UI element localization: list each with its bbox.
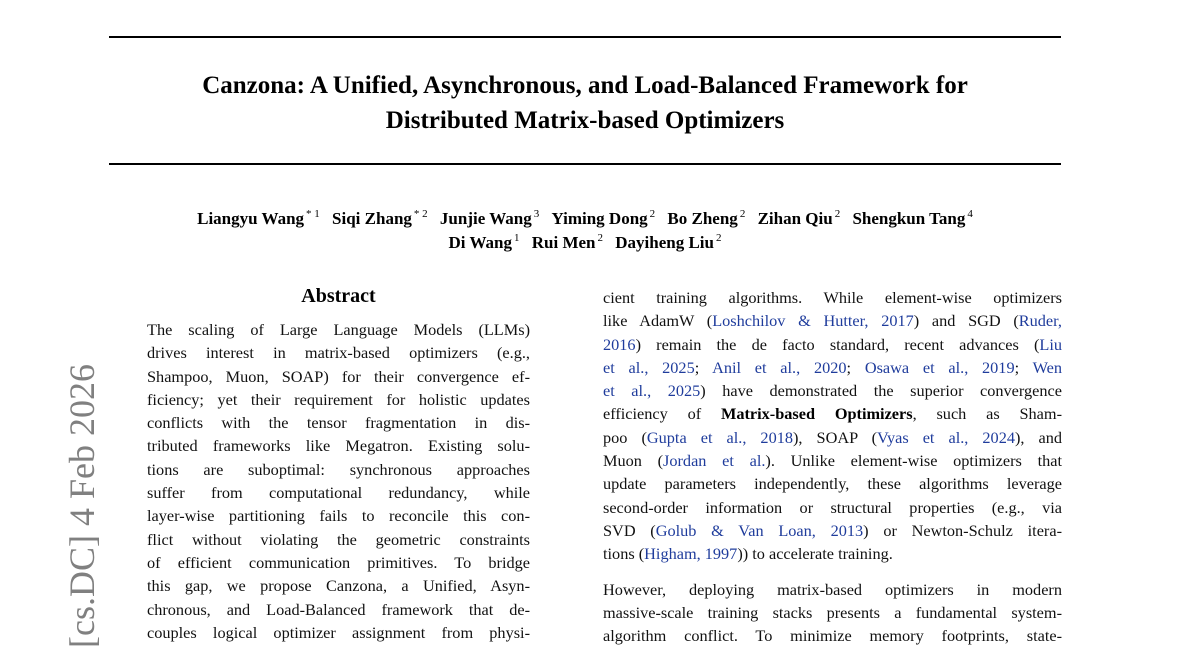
citation-link[interactable]: Jordan et al. — [663, 451, 766, 471]
abstract-line: flict without violating the geometric constraints — [147, 529, 530, 549]
abstract-text — [147, 318, 530, 644]
body-paragraph-2 — [603, 578, 1062, 648]
body-line: Muon (Jordan et al.). Unlike element-wise optimizers that — [603, 451, 1062, 471]
body-paragraph-1 — [603, 286, 1062, 566]
abstract-line: tions are suboptimal: synchronous approaches — [147, 459, 530, 479]
citation-link[interactable]: Wen — [1032, 357, 1063, 377]
abstract-line: chronous, and Load-Balanced framework that de- — [147, 599, 530, 619]
author: Bo Zheng $^2$ — [667, 208, 746, 228]
introduction-text — [603, 286, 1062, 647]
author: Junjie Wang $^3$ — [439, 208, 540, 228]
author-affiliation: 3 — [533, 208, 540, 220]
citation-link[interactable]: Gupta et al., 2018 — [646, 427, 793, 447]
citation-link[interactable]: 2016 — [603, 334, 636, 354]
author: Yiming Dong $^2$ — [551, 208, 656, 228]
author-affiliation: 2 — [649, 208, 656, 220]
body-line: et al., 2025) have demonstrated the superior convergence — [603, 381, 1062, 401]
author: Rui Men $^2$ — [531, 232, 603, 252]
body-line: update parameters independently, these algorithms leverage — [603, 474, 1062, 494]
title-rule-top — [109, 36, 1061, 38]
author: Zihan Qiu $^2$ — [757, 208, 841, 228]
author-line-2 — [109, 231, 1061, 255]
abstract-line: layer-wise partitioning fails to reconcile this con- — [147, 506, 530, 526]
citation-link[interactable]: Osawa et al., 2019 — [864, 357, 1015, 377]
citation-link[interactable]: Higham, 1997 — [644, 544, 738, 564]
author: Dayiheng Liu $^2$ — [615, 232, 722, 252]
citation-link[interactable]: et al., 2025 — [603, 357, 695, 377]
citation-link[interactable]: Liu — [1039, 334, 1062, 354]
abstract-line: The scaling of Large Language Models (LLMs) — [147, 320, 530, 339]
abstract-line: conflicts with the tensor fragmentation in dis- — [147, 413, 530, 433]
citation-link[interactable]: Loshchilov & Hutter, 2017 — [712, 311, 914, 331]
author-line-1 — [109, 207, 1061, 231]
author-affiliation: 1 — [513, 232, 520, 244]
arxiv-identifier: [cs.DC] 4 Feb 2026 — [62, 364, 102, 648]
author-affiliation: * 1 — [306, 208, 320, 220]
citation-link[interactable]: et al., 2025 — [603, 381, 701, 401]
abstract-line: ficiency; yet their requirement for holistic updates — [147, 389, 530, 409]
body-line: massive-scale training stacks presents a fundamental system- — [603, 602, 1062, 622]
body-line: SVD (Golub & Van Loan, 2013) or Newton-Schulz itera- — [603, 520, 1062, 540]
body-line: like AdamW (Loshchilov & Hutter, 2017) and SGD (Ruder, — [603, 311, 1062, 331]
body-line: second-order information or structural properties (e.g., via — [603, 497, 1062, 517]
abstract-line: this gap, we propose Canzona, a Unified, Asyn- — [147, 576, 530, 596]
abstract-line: couples logical optimizer assignment from physi- — [147, 622, 530, 642]
citation-link[interactable]: Anil et al., 2020 — [712, 357, 847, 377]
body-line: cient training algorithms. While element-wise optimizers — [603, 288, 1062, 307]
author: Siqi Zhang $^{* 2}$ — [332, 208, 428, 228]
body-line: 2016) remain the de facto standard, recent advances (Liu — [603, 334, 1062, 354]
abstract-line: Shampoo, Muon, SOAP) for their convergence ef- — [147, 366, 530, 386]
author-affiliation: 4 — [967, 208, 973, 220]
body-line: algorithm conflict. To minimize memory footprints, state- — [603, 626, 1062, 646]
citation-link[interactable]: Golub & Van Loan, 2013 — [655, 520, 864, 540]
author-affiliation: * 2 — [413, 208, 428, 220]
abstract-line: suffer from computational redundancy, while — [147, 483, 530, 503]
title-line-2: Distributed Matrix-based Optimizers — [385, 107, 785, 134]
abstract-line: of efficient communication primitives. To bridge — [147, 552, 530, 572]
author-affiliation: 2 — [715, 232, 722, 244]
author: Di Wang $^1$ — [448, 232, 520, 252]
author: Liangyu Wang $^{* 1}$ — [197, 208, 320, 228]
author-affiliation: 2 — [739, 208, 746, 220]
citation-link[interactable]: Vyas et al., 2024 — [877, 427, 1015, 447]
author-list — [109, 207, 1061, 255]
author: Shengkun Tang $^4$ — [852, 208, 973, 228]
body-line: et al., 2025; Anil et al., 2020; Osawa et al., 2019; Wen — [603, 357, 1063, 377]
author-affiliation: 2 — [597, 232, 603, 244]
body-line: efficiency of Matrix-based Optimizers, such as Sham- — [603, 404, 1062, 424]
paper-title — [109, 68, 1061, 138]
emphasis-term: Matrix-based Optimizers — [720, 404, 913, 424]
abstract-line: drives interest in matrix-based optimizers (e.g., — [147, 343, 530, 363]
title-line-1: Canzona: A Unified, Asynchronous, and Load-Balanced Framework for — [202, 72, 968, 99]
abstract-heading: Abstract — [301, 285, 376, 307]
author-affiliation: 2 — [834, 208, 841, 220]
body-line: poo (Gupta et al., 2018), SOAP (Vyas et al., 2024), and — [603, 427, 1063, 447]
title-rule-bottom — [109, 163, 1061, 165]
body-line: However, deploying matrix-based optimizers in modern — [603, 579, 1062, 599]
citation-link[interactable]: Ruder, — [1018, 311, 1062, 331]
body-line: tions (Higham, 1997)) to accelerate training. — [603, 544, 893, 564]
abstract-line: tributed frameworks like Megatron. Existing solu- — [147, 436, 530, 456]
